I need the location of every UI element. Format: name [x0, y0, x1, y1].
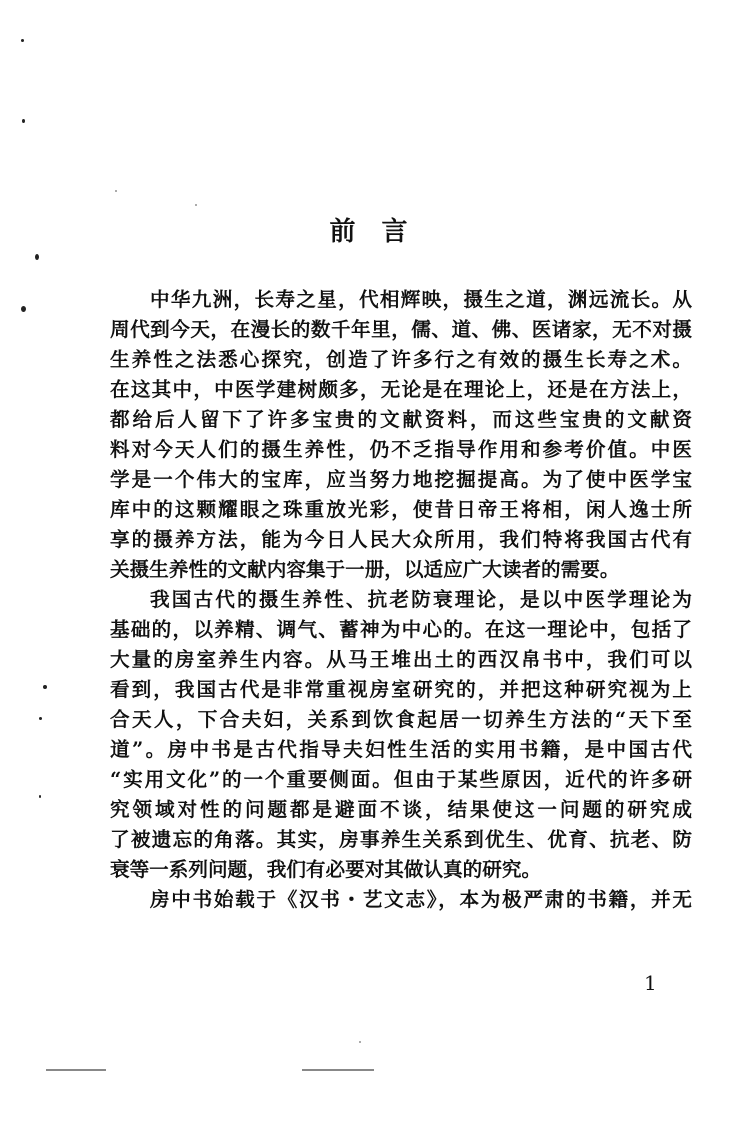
body-text [110, 285, 692, 915]
text-line: 生养性之法悉心探究，创造了许多行之有效的摄生长寿之术。 [110, 348, 692, 371]
scan-speck [21, 39, 24, 42]
text-line: 了被遗忘的角落。其实，房事养生关系到优生、优育、抗老、防 [110, 828, 692, 851]
text-line: 究领域对性的问题都是避面不谈，结果使这一问题的研究成 [110, 798, 692, 821]
scan-speck [359, 1041, 361, 1043]
scan-speck [22, 119, 25, 123]
page-title: 前言 [329, 217, 434, 247]
text-line: 都给后人留下了许多宝贵的文献资料，而这些宝贵的文献资 [110, 408, 692, 431]
text-line: 大量的房室养生内容。从马王堆出土的西汉帛书中，我们可以 [110, 648, 692, 671]
text-line: 衰等一系列问题，我们有必要对其做认真的研究。 [110, 858, 542, 881]
text-line: 享的摄养方法，能为今日人民大众所用，我们特将我国古代有 [110, 528, 692, 551]
text-line: 学是一个伟大的宝库，应当努力地挖掘提高。为了使中医学宝 [110, 468, 692, 491]
text-line: 周代到今天，在漫长的数千年里，儒、道、佛、医诸家，无不对摄 [110, 318, 692, 341]
text-line: 合天人，下合夫妇，关系到饮食起居一切养生方法的“天下至 [110, 708, 692, 731]
text-line: 关摄生养性的文献内容集于一册，以适应广大读者的需要。 [110, 558, 620, 581]
scan-speck [195, 204, 197, 206]
scan-mark [46, 1069, 106, 1071]
text-line: 道”。房中书是古代指导夫妇性生活的实用书籍，是中国古代 [110, 738, 692, 761]
text-line: 房中书始载于《汉书・艺文志》，本为极严肃的书籍，并无 [150, 888, 692, 911]
scan-speck [43, 685, 47, 689]
text-line: 料对今天人们的摄生养性，仍不乏指导作用和参考价值。中医 [110, 438, 692, 461]
scan-mark [302, 1069, 374, 1071]
text-line: 在这其中，中医学建树颇多，无论是在理论上，还是在方法上， [110, 378, 692, 401]
page-number: 1 [644, 971, 657, 995]
text-line: 基础的，以养精、调气、蓄神为中心的。在这一理论中，包括了 [110, 618, 692, 641]
scan-speck [115, 190, 117, 192]
scan-speck [21, 306, 26, 312]
text-line: “实用文化”的一个重要侧面。但由于某些原因，近代的许多研 [110, 768, 692, 791]
text-line: 中华九洲，长寿之星，代相辉映，摄生之道，渊远流长。从 [150, 288, 692, 311]
text-line: 看到，我国古代是非常重视房室研究的，并把这种研究视为上 [110, 678, 692, 701]
text-line: 我国古代的摄生养性、抗老防衰理论，是以中医学理论为 [150, 588, 692, 611]
scan-speck [39, 717, 42, 720]
scan-speck [35, 254, 39, 260]
text-line: 库中的这颗耀眼之珠重放光彩，使昔日帝王将相，闲人逸士所 [110, 498, 692, 521]
scan-speck [39, 795, 41, 798]
